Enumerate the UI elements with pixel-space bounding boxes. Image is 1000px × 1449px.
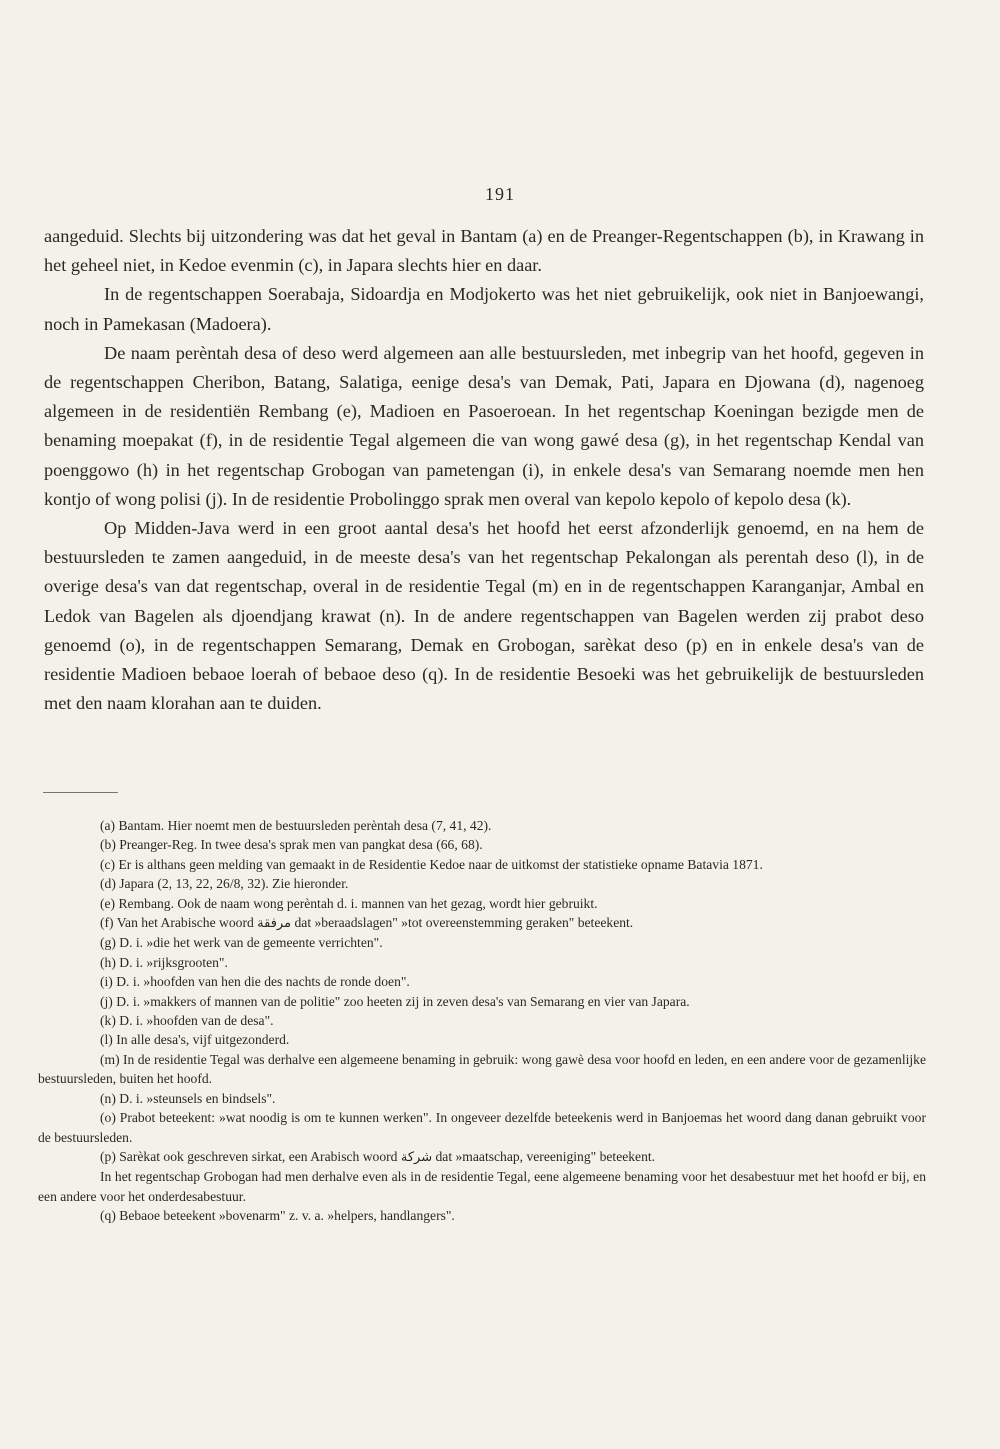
footnote-f xyxy=(38,913,926,933)
footnote-n: (n) D. i. »steunsels en bindsels". xyxy=(100,1090,276,1106)
footnote-a: (a) Bantam. Hier noemt men de bestuursleden perèntah desa (7, 41, 42). xyxy=(100,818,492,833)
footnote-o: (o) Prabot beteekent: »wat noodig is om te kunnen werken". In ongeveer dezelfde beteekenis werd in Banjoemas het woord dang danan gebruikt voor de bestuursleden. xyxy=(38,1110,926,1145)
arabic-word: مرفقة xyxy=(257,916,292,932)
footnotes xyxy=(38,816,926,1226)
footnote-f-text-end: dat »beraadslagen" »tot overeenstemming geraken" beteekent. xyxy=(294,915,634,931)
paragraph: De naam perèntah desa of deso werd algemeen aan alle bestuursleden, met inbegrip van het hoofd, gegeven in de regentschappen Cheribon, Batang, Salatiga, eenige desa's van Demak, Pati, Japara en Djowana (d), nagenoeg algemeen in de residentiën Rembang (e), Madioen en Pasoeroean. In het regentschap Koeningan bezigde men de benaming moepakat (f), in de residentie Tegal algemeen die van wong gawé desa (g), in het regentschap Kendal van poenggowo (h) in het regentschap Grobogan van pametengan (i), in enkele desa's van Semarang noemde men hen kontjo of wong polisi (j). In de residentie Probolinggo sprak men overal van kepolo kepolo of kepolo desa (k). xyxy=(44,342,924,509)
footnote-d: (d) Japara (2, 13, 22, 26/8, 32). Zie hieronder. xyxy=(100,876,349,892)
footnote-b: (b) Preanger-Reg. In twee desa's sprak men van pangkat desa (66, 68). xyxy=(100,837,483,853)
body-text xyxy=(44,222,924,718)
arabic-word: شركة xyxy=(400,1149,433,1165)
footnote-f-text: (f) Van het Arabische woord xyxy=(100,915,254,931)
footnote-m: (m) In de residentie Tegal was derhalve een algemeene benaming in gebruik: wong gawè desa voor hoofd en leden, en een andere voor de gezamenlijke bestuursleden, buiten het hoofd. xyxy=(38,1051,926,1087)
footnote-e: (e) Rembang. Ook de naam wong perèntah d. i. mannen van het gezag, wordt hier gebruikt. xyxy=(100,895,598,911)
paragraph: In de regentschappen Soerabaja, Sidoardja en Modjokerto was het niet gebruikelijk, ook niet in Banjoewangi, noch in Pamekasan (Madoera). xyxy=(44,284,924,334)
footnote-divider xyxy=(43,792,118,793)
footnote-p-text-end: dat »maatschap, vereeniging" beteekent. xyxy=(435,1148,656,1164)
footnote-c: (c) Er is althans geen melding van gemaakt in de Residentie Kedoe naar de uitkomst der statistieke opname Batavia 1871. xyxy=(100,856,763,872)
paragraph: aangeduid. Slechts bij uitzondering was dat het geval in Bantam (a) en de Preanger-Regentschappen (b), in Krawang in het geheel niet, in Kedoe evenmin (c), in Japara slechts hier en daar. xyxy=(44,226,924,276)
footnote-p-text: (p) Sarèkat ook geschreven sirkat, een Arabisch woord xyxy=(100,1148,398,1164)
footnote-j: (j) D. i. »makkers of mannen van de politie" zoo heeten zij in zeven desa's van Semarang en vier van Japara. xyxy=(100,993,690,1009)
footnote-i: (i) D. i. »hoofden van hen die des nachts de ronde doen". xyxy=(100,974,410,990)
footnote-h: (h) D. i. »rijksgrooten". xyxy=(100,954,228,970)
footnote-l: (l) In alle desa's, vijf uitgezonderd. xyxy=(100,1032,290,1048)
footnote-k: (k) D. i. »hoofden van de desa". xyxy=(100,1013,274,1029)
footnote-p xyxy=(38,1147,926,1167)
page-number: 191 xyxy=(485,184,515,204)
paragraph: Op Midden-Java werd in een groot aantal desa's het hoofd het eerst afzonderlijk genoemd, en na hem de bestuursleden te zamen aangeduid, in de meeste desa's van het regentschap Pekalongan als perentah deso (l), in de overige desa's van dat regentschap, overal in de residentie Tegal (m) en in de regentschappen Karanganjar, Ambal en Ledok van Bagelen als djoendjang krawat (n). In de andere regentschappen van Bagelen werden zij prabot deso genoemd (o), in de regentschappen Semarang, Demak en Grobogan, sarèkat deso (p) en in enkele desa's van de residentie Madioen bebaoe loerah of bebaoe deso (q). In de residentie Besoeki was het gebruikelijk de bestuursleden met den naam klorahan aan te duiden. xyxy=(44,518,924,714)
footnote-q: (q) Bebaoe beteekent »bovenarm" z. v. a. »helpers, handlangers". xyxy=(100,1208,455,1224)
footnote-g: (g) D. i. »die het werk van de gemeente verrichten". xyxy=(100,935,383,951)
footnote-p-continued: In het regentschap Grobogan had men derhalve even als in de residentie Tegal, eene algemeene benaming voor het desabestuur met het hoofd er bij, en een andere voor het onderdesabestuur. xyxy=(38,1169,926,1204)
